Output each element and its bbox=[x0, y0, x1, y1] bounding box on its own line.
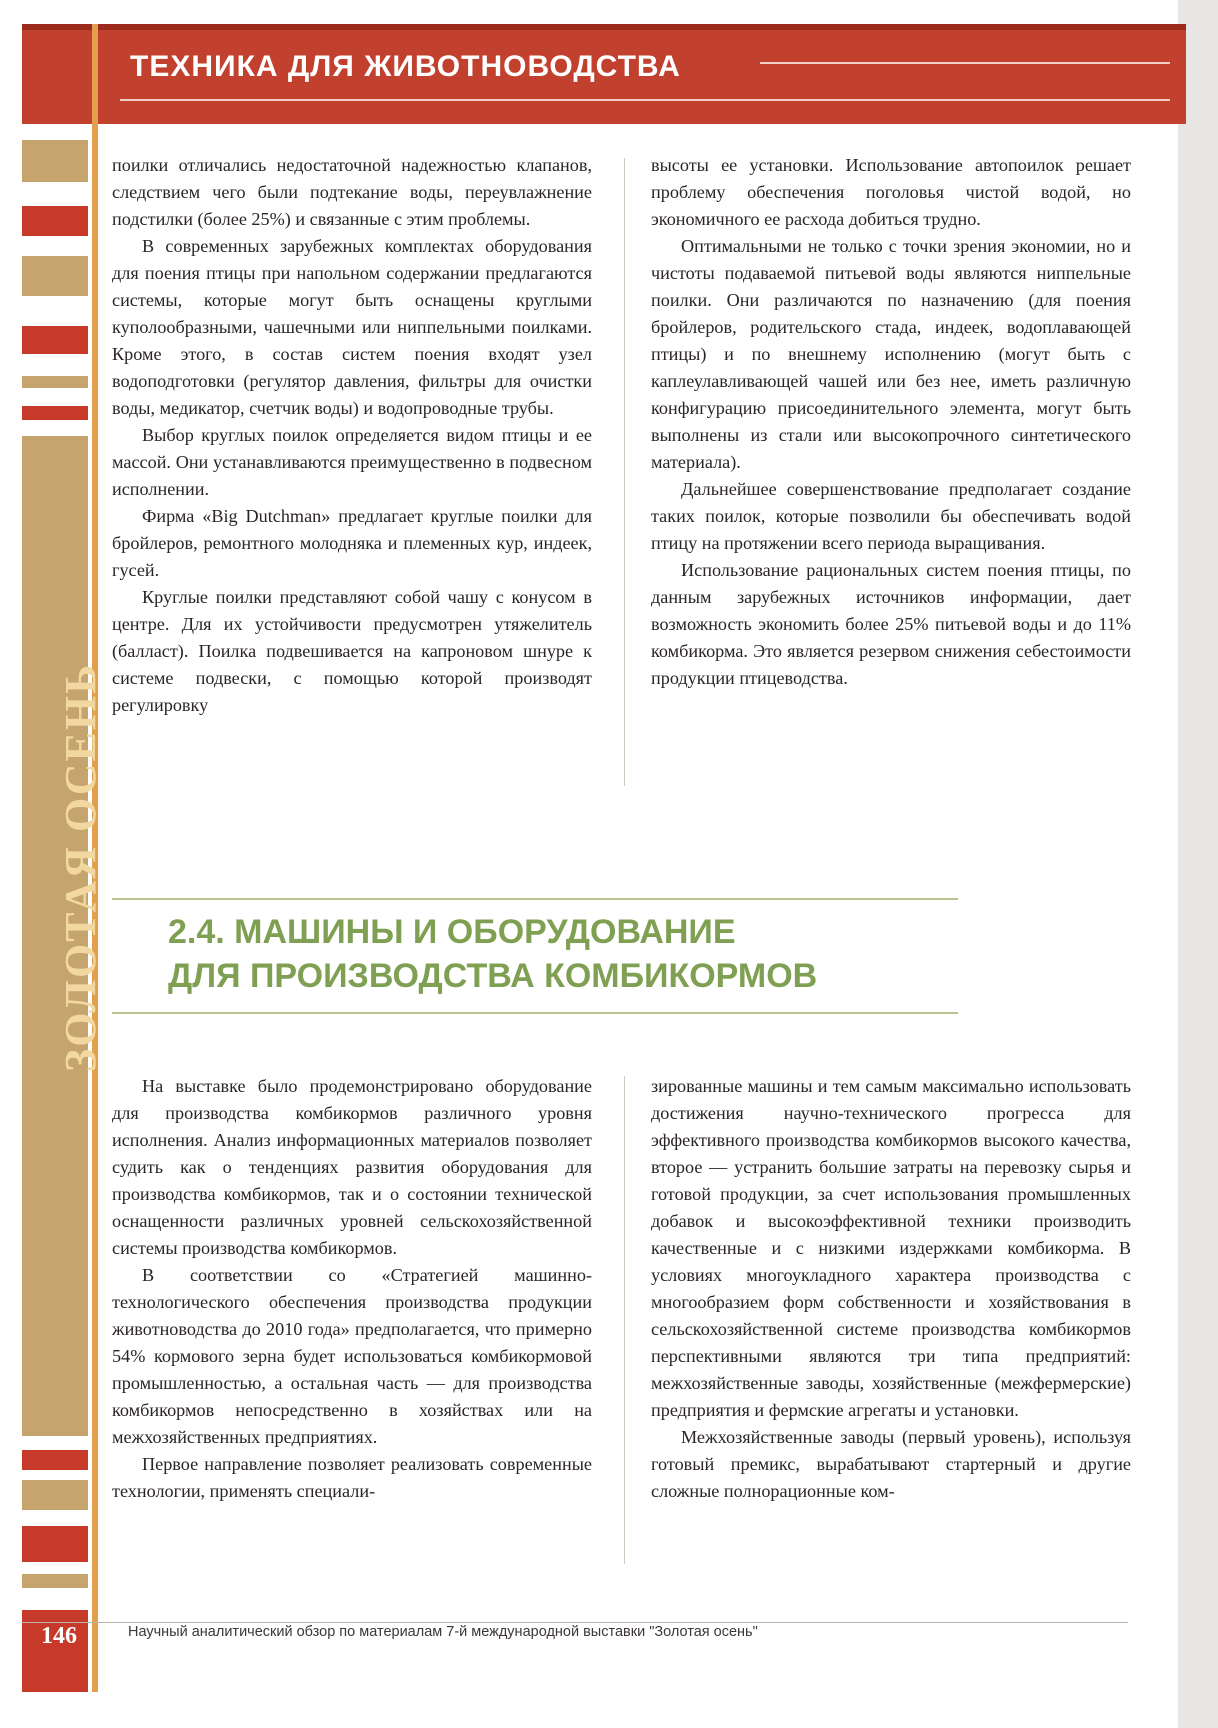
paragraph: высоты ее установки. Использование автопоилок решает проблему обеспечения поголовья чистой водой, но экономичного ее расхода добиться трудно. bbox=[651, 155, 1131, 229]
sidebar-stripe bbox=[22, 1480, 88, 1510]
section-rule-top bbox=[112, 898, 958, 900]
paragraph: зированные машины и тем самым максимально использовать достижения научно-технического прогресса для эффективного производства комбикормов высокого качества, второе — устранить большие затраты на перевозку сырья и готовой продукции, за счет использования промышленных добавок и высокоэффективной техники производить качественные и с низкими издержками комбикорма. В условиях многоукладного характера производства с многообразием форм собственности и хозяйствования в сельскохозяйственной системе производства комбикормов перспективными являются три типа предприятий: межхозяйственные заводы, хозяйственные (межфермерские) предприятия и фермские агрегаты и установки. bbox=[651, 1076, 1131, 1420]
paragraph: Круглые поилки представляют собой чашу с конусом в центре. Для их устойчивости предусмотрен утяжелитель (балласт). Поилка подвешивается на капроновом шнуре к системе подвески, с помощью которой производят регулировку bbox=[112, 587, 592, 715]
sidebar-stripe bbox=[22, 406, 88, 420]
column-divider bbox=[624, 1076, 625, 1564]
paragraph: поилки отличались недостаточной надежностью клапанов, следствием чего были подтекание воды, переувлажнение подстилки (более 25%) и связанные с этим проблемы. bbox=[112, 155, 592, 229]
lower-right-column bbox=[651, 1073, 1131, 1505]
section-title bbox=[168, 910, 817, 998]
paragraph: На выставке было продемонстрировано оборудование для производства комбикормов различного уровня исполнения. Анализ информационных материалов позволяет судить как о тенденциях развития оборудования для производства комбикормов, так и о состоянии технической оснащенности различных уровней сельскохозяйственной системы производства комбикормов. bbox=[112, 1076, 592, 1258]
paragraph: Межхозяйственные заводы (первый уровень), используя готовый премикс, вырабатывают стартерный и другие сложные полнорационные ком- bbox=[651, 1427, 1131, 1501]
sidebar-stripe bbox=[22, 1526, 88, 1562]
page-edge bbox=[1178, 0, 1218, 1728]
paragraph: Дальнейшее совершенствование предполагает создание таких поилок, которые позволили бы обеспечивать водой птицу на протяжении всего периода выращивания. bbox=[651, 479, 1131, 553]
column-divider bbox=[624, 158, 625, 786]
section-title-line: 2.4. МАШИНЫ И ОБОРУДОВАНИЕ bbox=[168, 913, 736, 951]
paragraph: Первое направление позволяет реализовать современные технологии, применять специали- bbox=[112, 1454, 592, 1501]
header-rule-lower bbox=[120, 99, 1170, 101]
paragraph: Использование рациональных систем поения птицы, по данным зарубежных источников информации, дает возможность экономить более 25% питьевой воды и до 11% комбикорма. Это является резервом снижения себестоимости продукции птицеводства. bbox=[651, 560, 1131, 688]
paragraph: Выбор круглых поилок определяется видом птицы и ее массой. Они устанавливаются преимущественно в подвесном исполнении. bbox=[112, 425, 592, 499]
section-title-line: ДЛЯ ПРОИЗВОДСТВА КОМБИКОРМОВ bbox=[168, 957, 818, 995]
footer-text: Научный аналитический обзор по материалам 7-й международной выставки "Золотая осень" bbox=[128, 1624, 758, 1640]
header-top-edge bbox=[22, 24, 1186, 30]
sidebar-stripe bbox=[22, 206, 88, 236]
paragraph: Оптимальными не только с точки зрения экономии, но и чистоты подаваемой питьевой воды являются ниппельные поилки. Они различаются по назначению (для поения бройлеров, родительского стада, индеек, водоплавающей птицы) и по внешнему исполнению (могут быть с каплеулавливающей чашей или без нее, иметь различную конфигурацию присоединительного элемента, могут быть выполнены из стали или высокопрочного синтетического материала). bbox=[651, 236, 1131, 472]
upper-left-column bbox=[112, 152, 592, 719]
paragraph: В современных зарубежных комплектах оборудования для поения птицы при напольном содержании предлагаются системы, которые могут быть оснащены круглыми куполообразными, чашечными или ниппельными поилками. Кроме этого, в состав систем поения входят узел водоподготовки (регулятор давления, фильтры для очистки воды, медикатор, счетчик воды) и водопроводные трубы. bbox=[112, 236, 592, 418]
upper-right-column bbox=[651, 152, 1131, 692]
paragraph: Фирма «Big Dutchman» предлагает круглые поилки для бройлеров, ремонтного молодняка и племенных кур, индеек, гусей. bbox=[112, 506, 592, 580]
sidebar-stripe bbox=[22, 326, 88, 354]
sidebar-title: ЗОЛОТАЯ ОСЕНЬ bbox=[56, 662, 105, 1072]
sidebar-stripe bbox=[22, 140, 88, 182]
section-rule-bottom bbox=[112, 1012, 958, 1014]
lower-left-column bbox=[112, 1073, 592, 1505]
page-number: 146 bbox=[41, 1623, 77, 1649]
header-title: ТЕХНИКА ДЛЯ ЖИВОТНОВОДСТВА bbox=[130, 50, 681, 83]
sidebar-stripe bbox=[22, 1574, 88, 1588]
footer-rule bbox=[22, 1622, 1128, 1623]
sidebar-stripe bbox=[22, 256, 88, 296]
header-rule-upper bbox=[760, 62, 1170, 64]
sidebar-stripe bbox=[22, 376, 88, 388]
paragraph: В соответствии со «Стратегией машинно-технологического обеспечения производства продукции животноводства до 2010 года» предполагается, что примерно 54% кормового зерна будет использоваться комбикормовой промышленностью, а остальная часть — для производства комбикормов непосредственно в хозяйствах или на межхозяйственных предприятиях. bbox=[112, 1265, 592, 1447]
sidebar-stripe bbox=[22, 1450, 88, 1470]
